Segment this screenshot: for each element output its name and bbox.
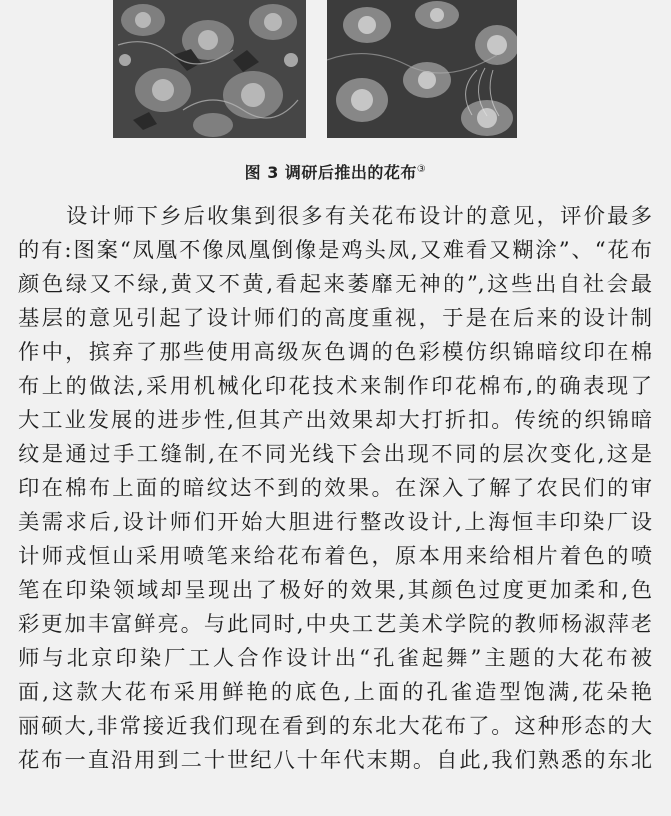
- paragraph-line: 丽硕大,非常接近我们现在看到的东北大花布了。这种形态的大: [18, 714, 652, 739]
- figure-caption: [0, 160, 671, 183]
- paragraph-line: 布上的做法,采用机械化印花技术来制作印花棉布,的确表现了: [18, 374, 652, 399]
- paragraph-line: 彩更加丰富鲜亮。与此同时,中央工艺美术学院的教师杨淑萍老: [18, 612, 652, 637]
- fabric-photo-left: [113, 0, 306, 138]
- paragraph-line: 纹是通过手工缝制,在不同光线下会出现不同的层次变化,这是: [18, 442, 652, 467]
- fabric-pattern-left: [113, 0, 306, 138]
- paragraph-line: 基层的意见引起了设计师们的高度重视，于是在后来的设计制: [18, 306, 652, 331]
- paragraph-line: 颜色绿又不绿,黄又不黄,看起来萎靡无神的”,这些出自社会最: [18, 272, 652, 297]
- paragraph-line: 作中，摈弃了那些使用高级灰色调的色彩模仿织锦暗纹印在棉: [18, 340, 652, 365]
- paragraph-line: 笔在印染领域却呈现出了极好的效果,其颜色过度更加柔和,色: [18, 578, 652, 603]
- fabric-pattern-right: [327, 0, 517, 138]
- paragraph-line: 印在棉布上面的暗纹达不到的效果。在深入了解了农民们的审: [18, 476, 652, 501]
- body-paragraph: [18, 200, 652, 778]
- paragraph-line: 面,这款大花布采用鲜艳的底色,上面的孔雀造型饱满,花朵艳: [18, 680, 652, 705]
- fabric-photo-right: [327, 0, 517, 138]
- figure-caption-text: 图 3 调研后推出的花布: [244, 163, 417, 182]
- footnote-marker: ③: [416, 164, 427, 175]
- paragraph-line: 美需求后,设计师们开始大胆进行整改设计,上海恒丰印染厂设: [18, 510, 652, 535]
- paragraph-line: 花布一直沿用到二十世纪八十年代末期。自此,我们熟悉的东北: [18, 748, 652, 773]
- paragraph-line: 大工业发展的进步性,但其产出效果却大打折扣。传统的织锦暗: [18, 408, 652, 433]
- paragraph-line: 计师戎恒山采用喷笔来给花布着色，原本用来给相片着色的喷: [18, 544, 652, 569]
- paragraph-line: 设计师下乡后收集到很多有关花布设计的意见，评价最多: [66, 204, 652, 229]
- paragraph-line: 师与北京印染厂工人合作设计出“孔雀起舞”主题的大花布被: [18, 646, 652, 671]
- paragraph-line: 的有:图案“凤凰不像凤凰倒像是鸡头凤,又难看又糊涂”、“花布: [18, 238, 652, 263]
